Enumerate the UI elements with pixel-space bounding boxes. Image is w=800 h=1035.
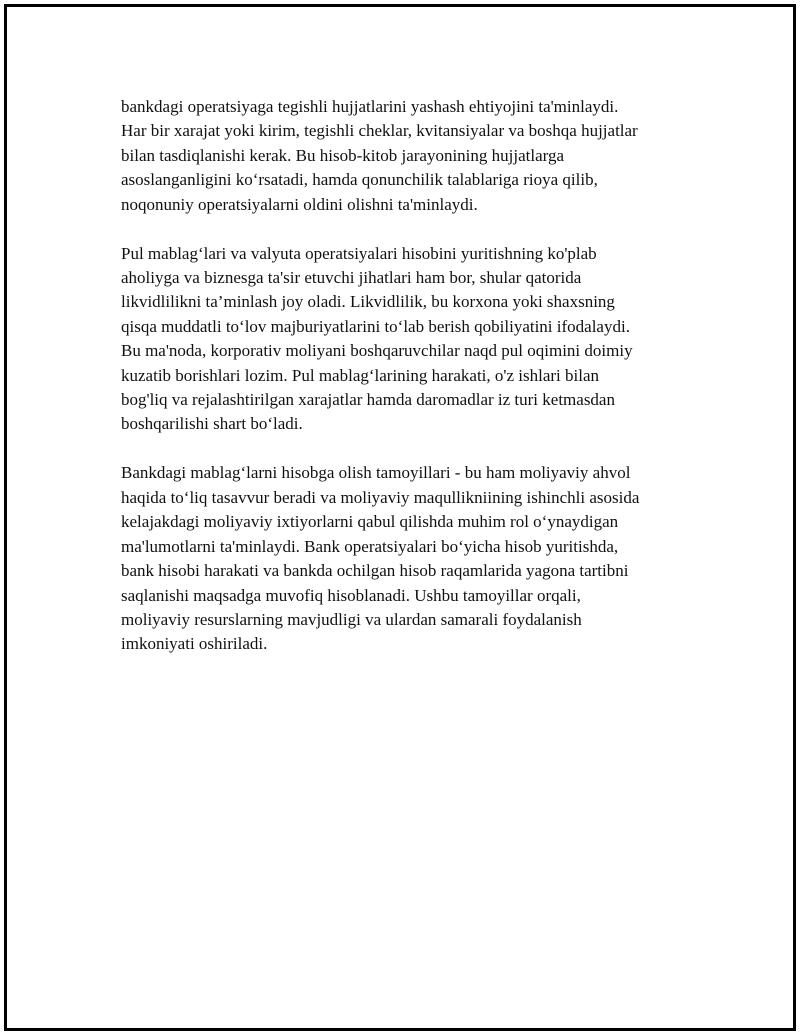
text-line: Bu ma'noda, korporativ moliyani boshqaruvchilar naqd pul oqimini doimiy bbox=[121, 341, 633, 361]
paragraph-1 bbox=[121, 95, 701, 217]
text-line: bankdagi operatsiyaga tegishli hujjatlarini yashash ehtiyojini ta'minlaydi. bbox=[121, 97, 619, 116]
text-line: qisqa muddatli to‘lov majburiyatlarini to‘lab berish qobiliyatini ifodalaydi. bbox=[121, 316, 630, 336]
text-line: asoslanganligini ko‘rsatadi, hamda qonunchilik talablariga rioya qilib, bbox=[121, 170, 598, 190]
text-line: kuzatib borishlari lozim. Pul mablag‘larining harakati, o'z ishlari bilan bbox=[121, 365, 599, 385]
text-line: likvidlilikni ta’minlash joy oladi. Likvidlilik, bu korxona yoki shaxsning bbox=[121, 292, 615, 312]
text-line: aholiyga va biznesga ta'sir etuvchi jihatlari ham bor, shular qatorida bbox=[121, 268, 582, 288]
text-line: imkoniyati oshiriladi. bbox=[121, 634, 268, 654]
text-line: haqida to‘liq tasavvur beradi va moliyaviy maqullikniining ishinchli asosida bbox=[121, 487, 640, 507]
text-line: Har bir xarajat yoki kirim, tegishli cheklar, kvitansiyalar va boshqa hujjatlar bbox=[121, 121, 638, 141]
text-line: bank hisobi harakati va bankda ochilgan hisob raqamlarida yagona tartibni bbox=[121, 561, 629, 581]
text-line: noqonuniy operatsiyalarni oldini olishni ta'minlaydi. bbox=[121, 194, 478, 214]
text-line: Bankdagi mablag‘larni hisobga olish tamoyillari - bu ham moliyaviy ahvol bbox=[121, 463, 631, 483]
text-line: ma'lumotlarni ta'minlaydi. Bank operatsiyalari bo‘yicha hisob yuritishda, bbox=[121, 536, 619, 556]
paragraph-2 bbox=[121, 242, 701, 437]
text-line: boshqarilishi shart bo‘ladi. bbox=[121, 414, 303, 434]
text-line: saqlanishi maqsadga muvofiq hisoblanadi. Ushbu tamoyillar orqali, bbox=[121, 585, 581, 605]
text-line: moliyaviy resurslarning mavjudligi va ulardan samarali foydalanish bbox=[121, 609, 582, 629]
text-line: bog'liq va rejalashtirilgan xarajatlar hamda daromadlar iz turi ketmasdan bbox=[121, 390, 615, 410]
text-line: bilan tasdiqlanishi kerak. Bu hisob-kitob jarayonining hujjatlarga bbox=[121, 145, 565, 165]
paragraph-3 bbox=[121, 461, 701, 656]
document-body bbox=[121, 95, 701, 681]
page-frame bbox=[4, 4, 796, 1031]
text-line: kelajakdagi moliyaviy ixtiyorlarni qabul qilishda muhim rol o‘ynaydigan bbox=[121, 512, 619, 532]
text-line: Pul mablag‘lari va valyuta operatsiyalari hisobini yuritishning ko'plab bbox=[121, 243, 597, 263]
